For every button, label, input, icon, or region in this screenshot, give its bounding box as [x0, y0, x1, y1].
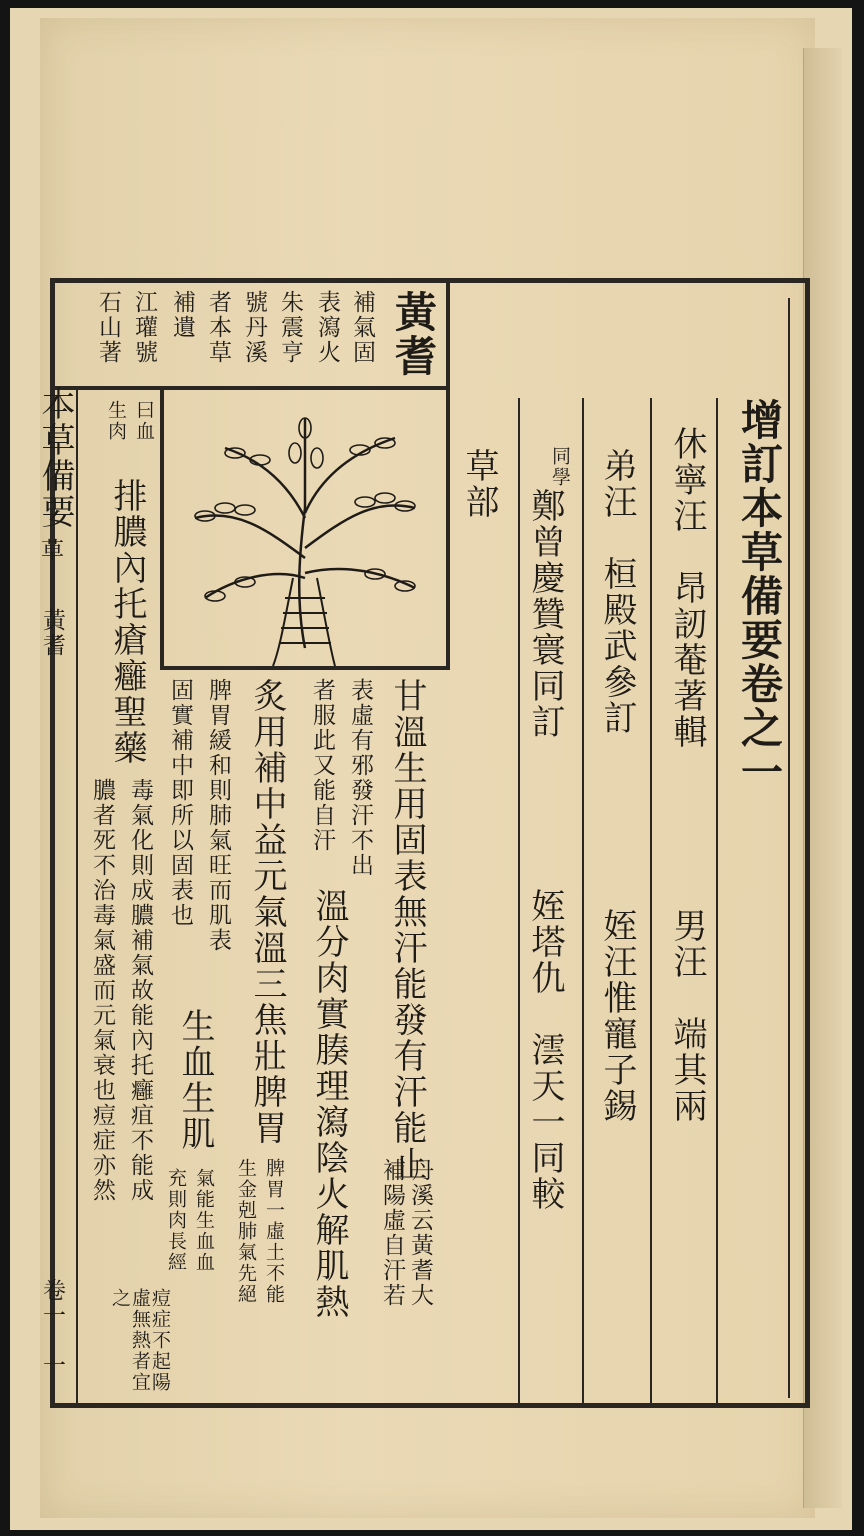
entry-summary-8: 石山著: [95, 290, 121, 365]
body-col-3: 者服此又能自汗: [309, 678, 335, 853]
body-col-3b: 溫分肉實腠理瀉陰火解肌熱: [309, 888, 349, 1320]
margin-title: 本草備要: [35, 386, 75, 530]
body-col-7: 排膿內托瘡癰聖藥: [107, 478, 147, 766]
entry-summary-7: 江瓘號: [131, 290, 157, 365]
entry-summary-2: 表瀉火: [314, 290, 340, 365]
body-col-6c: 氣能生血血: [193, 1168, 215, 1273]
brother-line: 弟汪 桓殿武參訂: [597, 448, 637, 736]
nephew2-line: 姪塔仇 澐天一同較: [525, 888, 565, 1212]
book-page: [10, 8, 852, 1530]
nephew-line: 姪汪惟寵子錫: [597, 908, 637, 1124]
margin-name: 黃耆: [39, 608, 65, 658]
entry-name: 黃耆: [389, 290, 438, 378]
body-col-7d: 虛無熱者宜: [129, 1288, 151, 1393]
entry-box-bottom: [50, 386, 450, 390]
body-col-6b: 生血生肌: [175, 1008, 215, 1152]
body-col-2: 表虛有邪發汗不出: [347, 678, 373, 878]
author-line: 休寧汪 昂訒菴著輯: [667, 426, 707, 750]
entry-summary-1: 補氣固: [349, 290, 375, 365]
body-col-6: 固實補中即所以固表也: [167, 678, 193, 928]
entry-summary-3: 朱震亨: [277, 290, 303, 365]
margin-rule: [76, 390, 78, 1405]
body-col-7e: 之: [109, 1288, 131, 1309]
column-rule: [788, 298, 790, 1398]
body-col-1: 甘溫生用固表無汗能發有汗能止: [387, 678, 427, 1182]
body-col-7a: 曰血: [133, 400, 155, 442]
entry-summary-4: 號丹溪: [241, 290, 267, 365]
colleague-prefix: 同學: [549, 446, 571, 488]
body-col-4b: 生金剋肺氣先絕: [235, 1158, 257, 1305]
header-divider: [50, 278, 810, 283]
column-rule: [582, 398, 584, 1403]
folio-number: 卷一 一: [39, 1278, 65, 1378]
son-line: 男汪 端其兩: [667, 908, 707, 1124]
entry-box-right: [446, 278, 450, 670]
entry-summary-5: 者本草: [205, 290, 231, 365]
body-col-1b: 丹溪云黃耆大: [407, 1158, 433, 1308]
astragalus-plant-icon: [165, 398, 445, 668]
colleague-line: 鄭曾慶贊寰同訂: [525, 488, 565, 740]
body-col-8: 毒氣化則成膿補氣故能內托癰疽不能成: [127, 778, 153, 1203]
body-col-1c: 補陽虛自汗若: [379, 1158, 405, 1308]
body-col-6d: 充則肉長經: [165, 1168, 187, 1273]
body-col-9: 膿者死不治毒氣盛而元氣衰也痘症亦然: [89, 778, 115, 1203]
body-col-4c: 脾胃一虛土不能: [263, 1158, 285, 1305]
book-title: 增訂本草備要卷之一: [735, 398, 784, 794]
entry-summary-6: 補遺: [169, 290, 195, 340]
body-col-7b: 生肉: [105, 400, 127, 442]
illus-left: [160, 390, 164, 670]
section-title: 草部: [459, 448, 499, 520]
body-col-7c: 痘症不起陽: [149, 1288, 171, 1393]
margin-section: 草: [37, 538, 63, 563]
body-col-5: 脾胃緩和則肺氣旺而肌表: [205, 678, 231, 953]
column-rule: [650, 398, 652, 1403]
body-col-4: 炙用補中益元氣溫三焦壯脾胃: [247, 678, 287, 1146]
column-rule: [518, 398, 520, 1403]
column-rule: [716, 398, 718, 1403]
